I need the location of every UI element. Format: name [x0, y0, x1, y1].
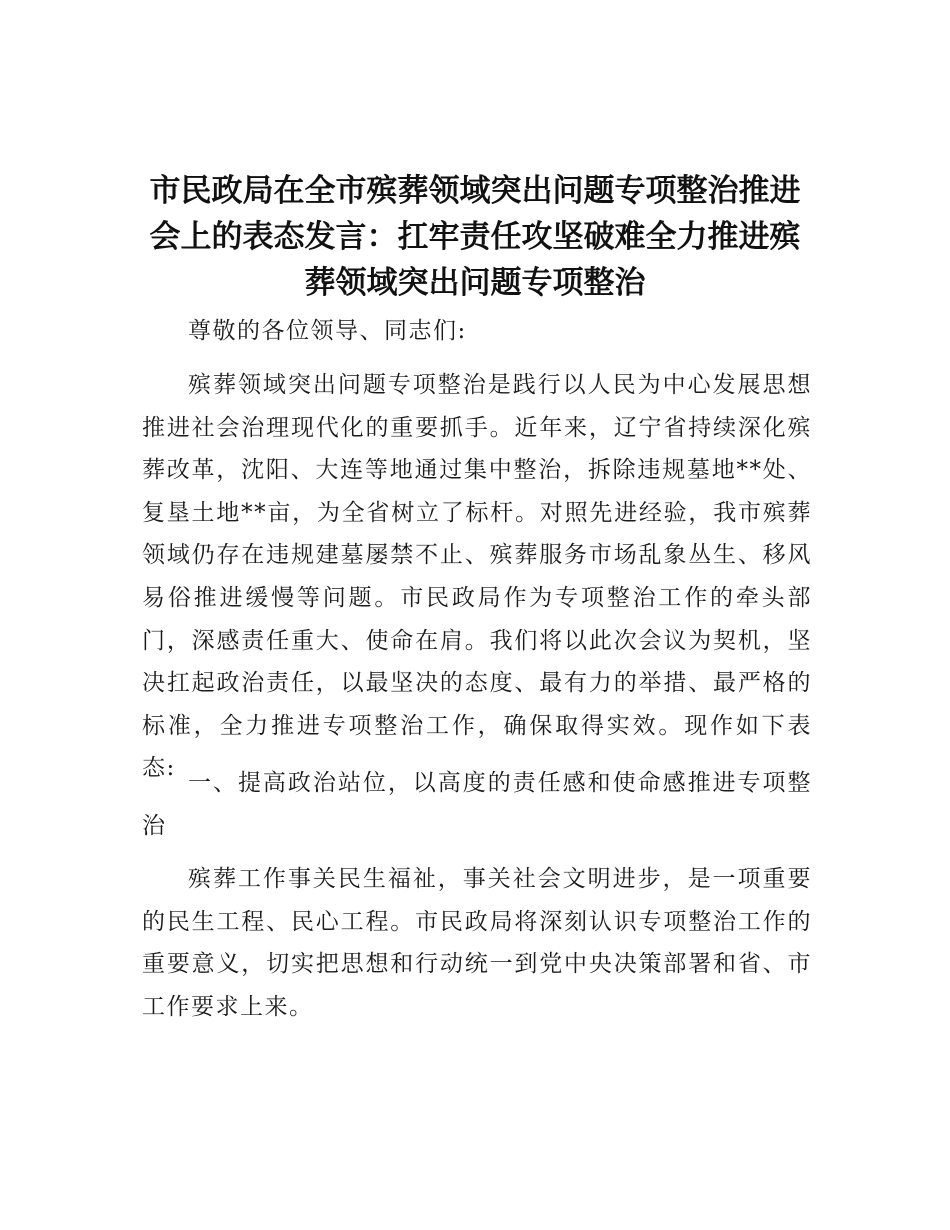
document-title: 市民政局在全市殡葬领域突出问题专项整治推进会上的表态发言：扛牢责任攻坚破难全力推进殡葬领域突出问题专项整治	[149, 173, 801, 301]
section-1-paragraph: 殡葬工作事关民生福祉，事关社会文明进步，是一项重要的民生工程、民心工程。市民政局将深刻认识专项整治工作的重要意义，切实把思想和行动统一到党中央决策部署和省、市工作要求上来。	[142, 866, 812, 1020]
salutation-paragraph: 尊敬的各位领导、同志们:	[188, 318, 467, 344]
section-heading-1: 一、提高政治站位，以高度的责任感和使命感推进专项整治	[142, 770, 812, 839]
intro-paragraph: 殡葬领域突出问题专项整治是践行以人民为中心发展思想推进社会治理现代化的重要抓手。近年来，辽宁省持续深化殡葬改革，沈阳、大连等地通过集中整治，拆除违规墓地**处、复垦土地**亩，为全省树立了标杆。对照先进经验，我市殡葬领域仍存在违规建墓屡禁不止、殡葬服务市场乱象丛生、移风易俗推进缓慢等问题。市民政局作为专项整治工作的牵头部门，深感责任重大、使命在肩。我们将以此次会议为契机，坚决扛起政治责任，以最坚决的态度、最有力的举措、最严格的标准，全力推进专项整治工作，确保取得实效。现作如下表态:	[142, 372, 812, 782]
